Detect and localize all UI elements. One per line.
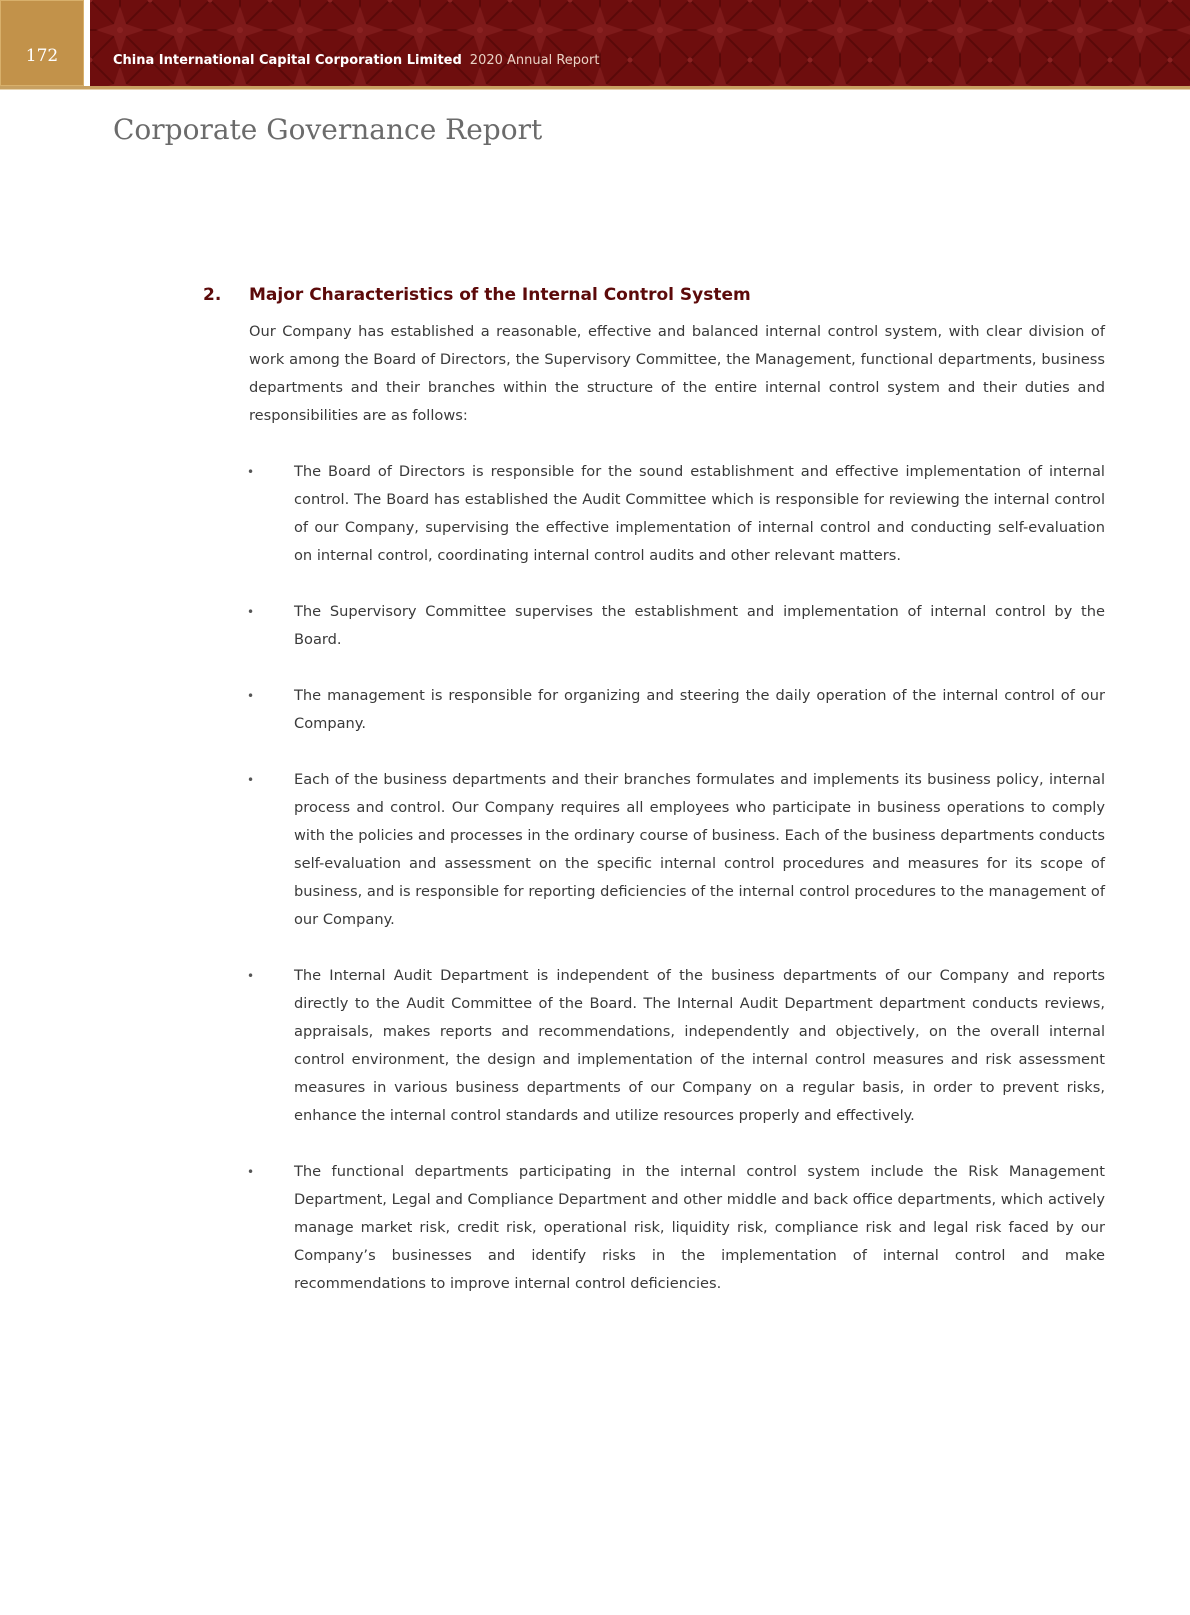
company-name: China International Capital Corporation Limited: [113, 53, 462, 68]
page-number-box: [0, 0, 84, 86]
bullet-icon: •: [247, 689, 255, 703]
report-name: 2020 Annual Report: [469, 53, 600, 68]
page-number: 172: [25, 46, 59, 66]
responsibilities-list: [249, 458, 1105, 1298]
list-item-text: The management is responsible for organizing and steering the daily operation of the internal control of our Company.: [294, 687, 1105, 732]
page-header: [0, 0, 1190, 92]
list-item: [249, 458, 1105, 570]
list-item: [249, 1158, 1105, 1298]
list-item-text: The Supervisory Committee supervises the establishment and implementation of internal control by the Board.: [294, 603, 1105, 648]
list-item: [249, 598, 1105, 654]
section-title: Corporate Governance Report: [113, 113, 543, 146]
heading-number: 2.: [203, 285, 222, 305]
list-item: [249, 766, 1105, 934]
list-item-text: The functional departments participating in the internal control system include the Risk Management Department, Legal and Compliance Department and other middle and back office departments, which actively manage market risk, credit risk, operational risk, liquidity risk, compliance risk and legal risk faced by our Company’s businesses and identify risks in the implementation of internal control and make recommendations to improve internal control deficiencies.: [294, 1163, 1105, 1292]
bullet-icon: •: [247, 465, 255, 479]
header-pattern-band: [90, 0, 1190, 86]
list-item-text: The Board of Directors is responsible for the sound establishment and effective implementation of internal control. The Board has established the Audit Committee which is responsible for reviewing the internal control of our Company, supervising the effective implementation of internal control and conducting self-evaluation on internal control, coordinating internal control audits and other relevant matters.: [294, 463, 1105, 564]
header-light-rule: [0, 89, 1190, 90]
list-item: [249, 962, 1105, 1130]
bullet-icon: •: [247, 605, 255, 619]
lattice-pattern-graphic: [90, 0, 1190, 86]
subsection-heading: [203, 280, 1105, 310]
header-title: [113, 49, 599, 71]
list-item-text: The Internal Audit Department is independent of the business departments of our Company and reports directly to the Audit Committee of the Board. The Internal Audit Department department conducts reviews, appraisals, makes reports and recommendations, independently and objectively, on the overall internal control environment, the design and implementation of the internal control measures and risk assessment measures in various business departments of our Company on a regular basis, in order to prevent risks, enhance the internal control standards and utilize resources properly and effectively.: [294, 967, 1105, 1124]
intro-paragraph: Our Company has established a reasonable, effective and balanced internal control system, with clear division of work among the Board of Directors, the Supervisory Committee, the Management, functional departments, business departments and their branches within the structure of the entire internal control system and their duties and responsibilities are as follows:: [249, 323, 1105, 424]
bullet-icon: •: [247, 773, 255, 787]
bullet-icon: •: [247, 1165, 255, 1179]
heading-title: Major Characteristics of the Internal Control System: [249, 285, 751, 305]
main-content: [203, 280, 1105, 1326]
list-item: [249, 682, 1105, 738]
list-item-text: Each of the business departments and their branches formulates and implements its business policy, internal process and control. Our Company requires all employees who participate in business operations to comply with the policies and processes in the ordinary course of business. Each of the business departments conducts self-evaluation and assessment on the specific internal control procedures and measures for its scope of business, and is responsible for reporting deficiencies of the internal control procedures to the management of our Company.: [294, 771, 1105, 928]
bullet-icon: •: [247, 969, 255, 983]
